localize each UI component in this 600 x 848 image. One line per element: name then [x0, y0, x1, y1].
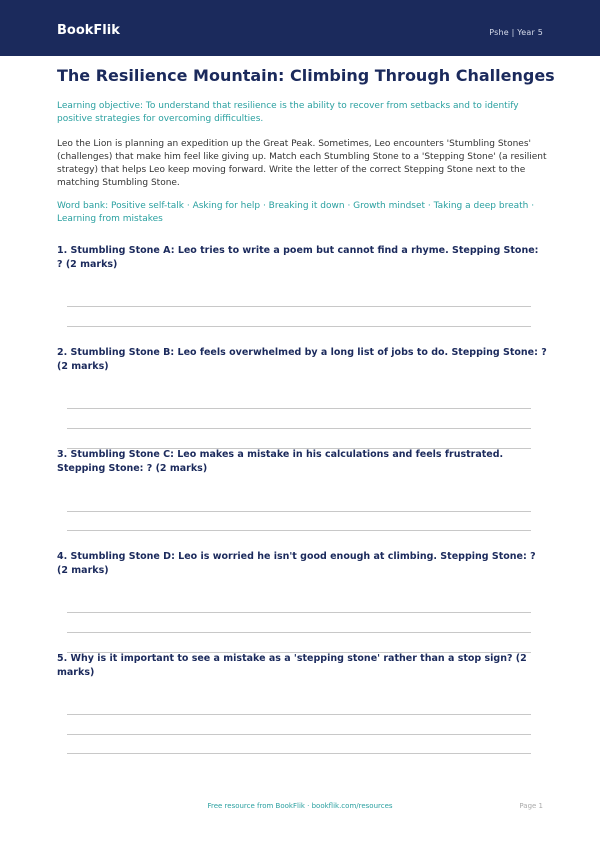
answer-line[interactable] [67, 408, 531, 409]
answer-line[interactable] [67, 511, 531, 512]
learning-objective: Learning objective: To understand that resilience is the ability to recover from setbacks and to identify positive strategies for overcoming difficulties. [57, 101, 519, 124]
brand-logo: BookFlik [57, 23, 120, 38]
instructions-paragraph: Leo the Lion is planning an expedition up the Great Peak. Sometimes, Leo encounters 'Stumbling Stones' (challenges) that make him feel like giving up. Match each Stumbling Stone to a 'Stepping Stone' (a resilient strategy) that helps Leo keep moving forward. Write the letter of the correct Stepping Stone next to the matching Stumbling Stone. [57, 139, 547, 188]
answer-line[interactable] [67, 714, 531, 715]
question-4: 4. Stumbling Stone D: Leo is worried he isn't good enough at climbing. Stepping Stone: ? (2 marks) [57, 551, 536, 576]
answer-line[interactable] [67, 632, 531, 633]
worksheet-title: The Resilience Mountain: Climbing Through Challenges [57, 66, 555, 85]
question-2: 2. Stumbling Stone B: Leo feels overwhelmed by a long list of jobs to do. Stepping Stone: ? (2 marks) [57, 347, 547, 372]
answer-line[interactable] [67, 734, 531, 735]
question-3: 3. Stumbling Stone C: Leo makes a mistake in his calculations and feels frustrated. Stepping Stone: ? (2 marks) [57, 449, 504, 474]
answer-line[interactable] [67, 326, 531, 327]
page-number: Page 1 [519, 802, 543, 810]
answer-line[interactable] [67, 428, 531, 429]
subject-year-label: Pshe | Year 5 [489, 28, 543, 37]
answer-line[interactable] [67, 753, 531, 754]
answer-line[interactable] [67, 612, 531, 613]
answer-line[interactable] [67, 306, 531, 307]
page-header [0, 0, 600, 56]
question-5: 5. Why is it important to see a mistake as a 'stepping stone' rather than a stop sign? (2 marks) [57, 653, 527, 678]
answer-line[interactable] [67, 530, 531, 531]
question-1: 1. Stumbling Stone A: Leo tries to write a poem but cannot find a rhyme. Stepping Stone: ? (2 marks) [57, 245, 539, 270]
word-bank: Word bank: Positive self-talk · Asking for help · Breaking it down · Growth mindset · Taking a deep breath · Learning from mistakes [57, 201, 535, 224]
footer-credit: Free resource from BookFlik · bookflik.com/resources [207, 802, 393, 810]
